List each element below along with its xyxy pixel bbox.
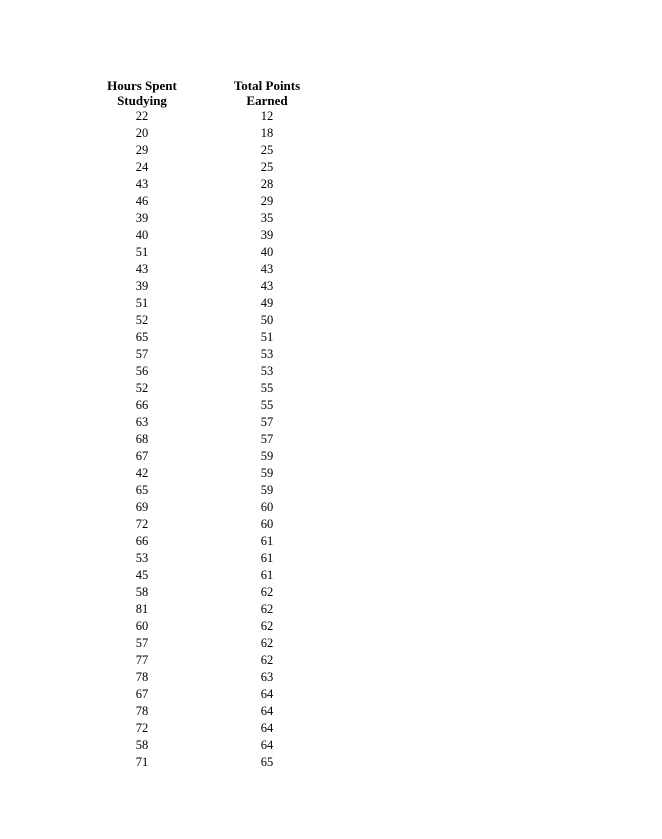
cell-hours: 24 [135, 160, 149, 174]
cell-points: 57 [260, 415, 274, 429]
cell-hours: 81 [135, 602, 149, 616]
table-row [92, 125, 342, 142]
cell-points: 62 [260, 636, 274, 650]
cell-hours: 46 [135, 194, 149, 208]
table-row [92, 533, 342, 550]
cell-points: 43 [260, 279, 274, 293]
cell-points: 59 [260, 466, 274, 480]
cell-points: 61 [260, 551, 274, 565]
table-row [92, 142, 342, 159]
header-points-line-2: Earned [246, 93, 288, 108]
cell-hours: 45 [135, 568, 149, 582]
cell-points: 64 [260, 738, 274, 752]
cell-points: 51 [260, 330, 274, 344]
cell-points: 53 [260, 364, 274, 378]
cell-points: 25 [260, 160, 274, 174]
table-row [92, 686, 342, 703]
cell-hours: 53 [135, 551, 149, 565]
table-row [92, 397, 342, 414]
cell-hours: 40 [135, 228, 149, 242]
table-row [92, 601, 342, 618]
table-row [92, 261, 342, 278]
table-row [92, 482, 342, 499]
table-row [92, 363, 342, 380]
table-row [92, 176, 342, 193]
cell-hours: 39 [135, 279, 149, 293]
table-row [92, 720, 342, 737]
cell-points: 43 [260, 262, 274, 276]
cell-hours: 67 [135, 449, 149, 463]
table-row [92, 210, 342, 227]
cell-points: 62 [260, 653, 274, 667]
table-row [92, 567, 342, 584]
table-row [92, 465, 342, 482]
cell-hours: 68 [135, 432, 149, 446]
cell-hours: 20 [135, 126, 149, 140]
table-row [92, 737, 342, 754]
cell-hours: 66 [135, 398, 149, 412]
table-row [92, 516, 342, 533]
header-hours-line-2: Studying [117, 93, 167, 108]
cell-points: 62 [260, 585, 274, 599]
table-row [92, 278, 342, 295]
cell-points: 61 [260, 534, 274, 548]
data-table [92, 78, 342, 771]
cell-points: 18 [260, 126, 274, 140]
cell-hours: 29 [135, 143, 149, 157]
table-row [92, 159, 342, 176]
cell-hours: 78 [135, 704, 149, 718]
table-row [92, 312, 342, 329]
table-row [92, 329, 342, 346]
cell-hours: 56 [135, 364, 149, 378]
cell-points: 62 [260, 602, 274, 616]
cell-hours: 60 [135, 619, 149, 633]
cell-hours: 43 [135, 262, 149, 276]
header-points-line-1: Total Points [233, 78, 301, 93]
table-row [92, 227, 342, 244]
cell-points: 40 [260, 245, 274, 259]
cell-hours: 63 [135, 415, 149, 429]
table-row [92, 380, 342, 397]
cell-points: 60 [260, 500, 274, 514]
table-row [92, 295, 342, 312]
table-row [92, 431, 342, 448]
cell-hours: 77 [135, 653, 149, 667]
cell-points: 53 [260, 347, 274, 361]
header-points [192, 78, 342, 108]
cell-hours: 51 [135, 296, 149, 310]
cell-hours: 43 [135, 177, 149, 191]
cell-hours: 72 [135, 721, 149, 735]
cell-points: 25 [260, 143, 274, 157]
cell-points: 28 [260, 177, 274, 191]
table-row [92, 669, 342, 686]
cell-points: 55 [260, 398, 274, 412]
cell-hours: 52 [135, 381, 149, 395]
cell-points: 59 [260, 449, 274, 463]
table-body [92, 108, 342, 771]
table-row [92, 448, 342, 465]
cell-points: 29 [260, 194, 274, 208]
table-row [92, 550, 342, 567]
cell-points: 62 [260, 619, 274, 633]
table-row [92, 346, 342, 363]
cell-hours: 65 [135, 483, 149, 497]
table-row [92, 108, 342, 125]
table-row [92, 635, 342, 652]
cell-hours: 71 [135, 755, 149, 769]
table-row [92, 193, 342, 210]
cell-points: 12 [260, 109, 274, 123]
cell-hours: 57 [135, 347, 149, 361]
table-row [92, 618, 342, 635]
table-row [92, 244, 342, 261]
cell-points: 50 [260, 313, 274, 327]
table-row [92, 499, 342, 516]
cell-points: 63 [260, 670, 274, 684]
cell-hours: 39 [135, 211, 149, 225]
header-hours [92, 78, 192, 108]
cell-hours: 69 [135, 500, 149, 514]
cell-points: 39 [260, 228, 274, 242]
cell-hours: 58 [135, 738, 149, 752]
table-row [92, 584, 342, 601]
cell-hours: 78 [135, 670, 149, 684]
cell-points: 60 [260, 517, 274, 531]
cell-points: 59 [260, 483, 274, 497]
cell-hours: 66 [135, 534, 149, 548]
cell-hours: 67 [135, 687, 149, 701]
cell-hours: 57 [135, 636, 149, 650]
table-header [92, 78, 342, 108]
cell-hours: 22 [135, 109, 149, 123]
cell-points: 55 [260, 381, 274, 395]
cell-points: 64 [260, 687, 274, 701]
cell-hours: 72 [135, 517, 149, 531]
cell-points: 64 [260, 721, 274, 735]
table-row [92, 652, 342, 669]
header-hours-line-1: Hours Spent [107, 78, 177, 93]
cell-points: 35 [260, 211, 274, 225]
header-row [92, 78, 342, 108]
cell-points: 57 [260, 432, 274, 446]
cell-points: 49 [260, 296, 274, 310]
cell-hours: 52 [135, 313, 149, 327]
cell-hours: 65 [135, 330, 149, 344]
cell-hours: 42 [135, 466, 149, 480]
table-row [92, 703, 342, 720]
cell-hours: 58 [135, 585, 149, 599]
table-row [92, 414, 342, 431]
cell-hours: 51 [135, 245, 149, 259]
cell-points: 64 [260, 704, 274, 718]
cell-points: 61 [260, 568, 274, 582]
table-row [92, 754, 342, 771]
cell-points: 65 [260, 755, 274, 769]
